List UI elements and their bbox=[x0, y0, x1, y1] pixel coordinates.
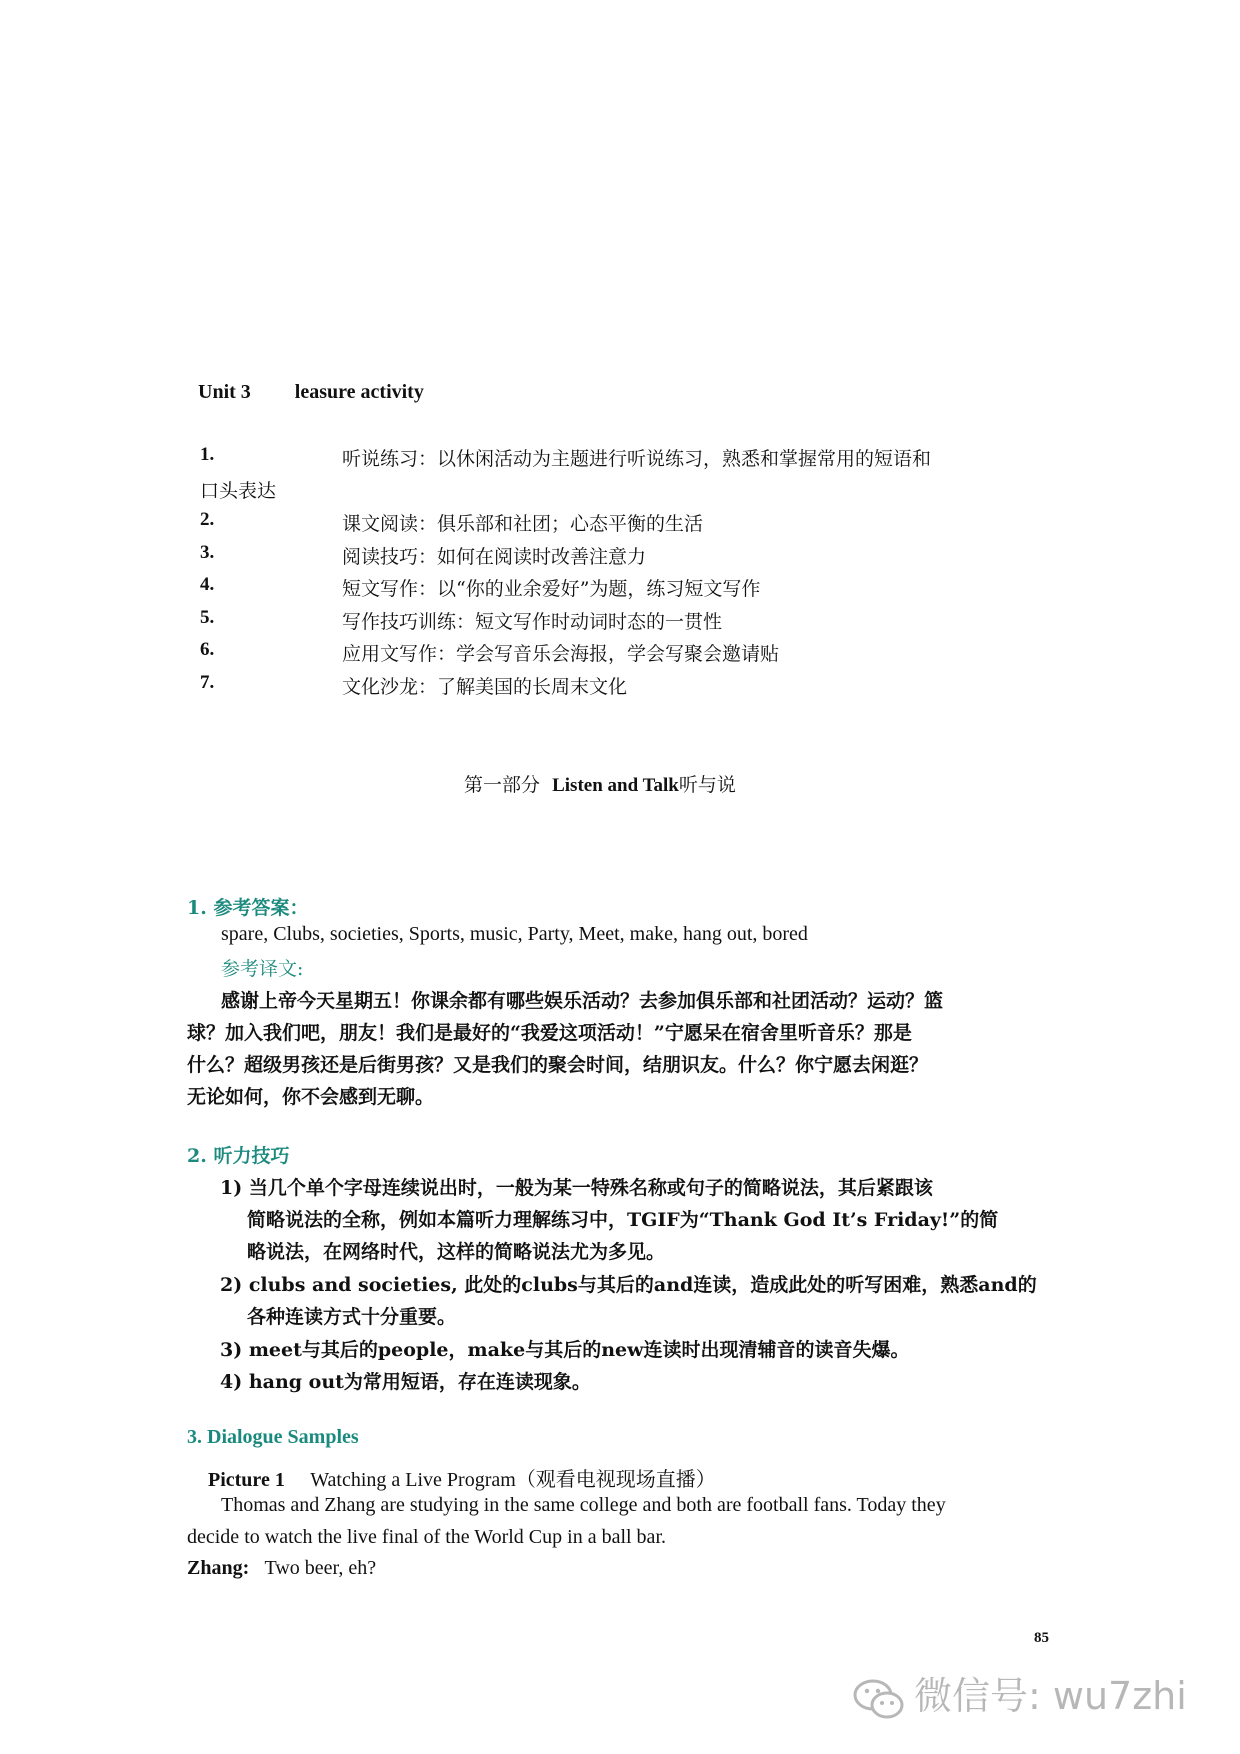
listening-tip-item: 2) clubs and societies, 此处的clubs与其后的and连读，造成此处的听写困难，熟悉and的 bbox=[220, 1274, 1037, 1296]
page-number: 85 bbox=[1034, 1630, 1049, 1646]
objective-text-continued: 口头表达 bbox=[200, 480, 277, 502]
objective-text: 听说练习：以休闲活动为主题进行听说练习，熟悉和掌握常用的短语和 bbox=[342, 448, 932, 470]
translation-heading: 参考译文: bbox=[221, 958, 304, 980]
listening-tip-item: 各种连读方式十分重要。 bbox=[247, 1306, 457, 1328]
objective-number: 5. bbox=[200, 607, 215, 628]
part-title bbox=[464, 770, 736, 797]
dialogue-line bbox=[187, 1557, 376, 1580]
unit-title: leasure activity bbox=[294, 381, 424, 403]
answers-text: spare, Clubs, societies, Sports, music, Party, Meet, make, hang out, bored bbox=[221, 923, 808, 945]
translation-line: 什么？超级男孩还是后街男孩？又是我们的聚会时间，结朋识友。什么？你宁愿去闲逛？ bbox=[187, 1054, 929, 1076]
listening-tip-item: 4) hang out为常用短语，存在连读现象。 bbox=[220, 1371, 591, 1393]
objective-number: 6. bbox=[200, 639, 215, 660]
speaker-name: Zhang: bbox=[187, 1557, 250, 1579]
speaker-line: Two beer, eh? bbox=[264, 1557, 377, 1579]
objective-text: 课文阅读：俱乐部和社团；心态平衡的生活 bbox=[342, 513, 704, 535]
objective-number: 7. bbox=[200, 672, 215, 693]
objective-text: 文化沙龙：了解美国的长周末文化 bbox=[342, 676, 628, 698]
watermark bbox=[852, 1665, 1187, 1721]
objective-number: 2. bbox=[200, 509, 215, 530]
listening-tip-item: 1) 当几个单个字母连续说出时，一般为某一特殊名称或句子的简略说法，其后紧跟该 bbox=[220, 1177, 933, 1199]
translation-line: 无论如何，你不会感到无聊。 bbox=[187, 1086, 435, 1108]
picture-label: Picture 1 bbox=[208, 1469, 285, 1491]
dialogue-intro-line: decide to watch the live final of the World Cup in a ball bar. bbox=[187, 1526, 666, 1548]
objective-text: 写作技巧训练：短文写作时动词时态的一贯性 bbox=[342, 611, 723, 633]
objective-text: 应用文写作：学会写音乐会海报，学会写聚会邀请贴 bbox=[342, 643, 780, 665]
part-suffix: 听与说 bbox=[678, 774, 736, 796]
listening-tip-item: 3) meet与其后的people，make与其后的new连读时出现清辅音的读音失爆。 bbox=[220, 1339, 910, 1361]
translation-line: 球？加入我们吧，朋友！我们是最好的“我爱这项活动！”宁愿呆在宿舍里听音乐？那是 bbox=[187, 1022, 912, 1044]
objective-number: 3. bbox=[200, 542, 215, 563]
listening-tip-item: 略说法，在网络时代，这样的简略说法尤为多见。 bbox=[247, 1241, 666, 1263]
objective-text: 短文写作：以“你的业余爱好”为题，练习短文写作 bbox=[342, 578, 761, 600]
unit-number: Unit 3 bbox=[198, 381, 251, 403]
section-2-heading: 2. 听力技巧 bbox=[187, 1145, 290, 1167]
objective-text: 阅读技巧：如何在阅读时改善注意力 bbox=[342, 546, 647, 568]
wechat-icon bbox=[852, 1677, 906, 1721]
listening-tip-item: 简略说法的全称，例如本篇听力理解练习中，TGIF为“Thank God It’s Friday!”的简 bbox=[247, 1209, 999, 1231]
section-3-heading: 3. Dialogue Samples bbox=[187, 1426, 359, 1448]
dialogue-intro-line: Thomas and Zhang are studying in the same college and both are football fans. Today they bbox=[221, 1494, 946, 1516]
watermark-text: 微信号: wu7zhi bbox=[914, 1674, 1187, 1718]
translation-line: 感谢上帝今天星期五！你课余都有哪些娱乐活动？去参加俱乐部和社团活动？运动？篮 bbox=[221, 990, 944, 1012]
part-prefix: 第一部分 bbox=[464, 774, 541, 796]
part-english-title: Listen and Talk bbox=[552, 775, 679, 796]
objective-number: 1. bbox=[200, 444, 215, 465]
picture-title: Watching a Live Program（观看电视现场直播） bbox=[310, 1469, 716, 1491]
unit-heading bbox=[198, 381, 424, 404]
picture-heading bbox=[208, 1463, 716, 1492]
objective-number: 4. bbox=[200, 574, 215, 595]
section-1-heading: 1. 参考答案： bbox=[187, 897, 309, 919]
